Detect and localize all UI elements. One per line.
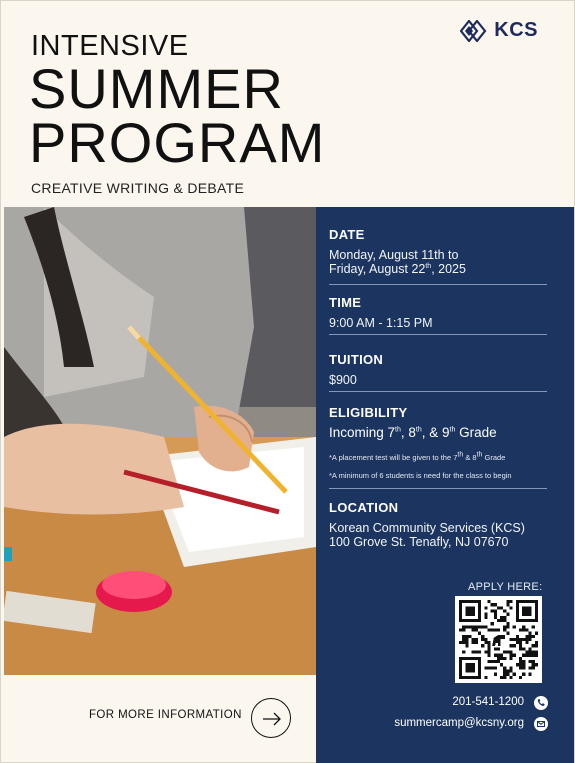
divider bbox=[329, 488, 547, 489]
kcs-logo bbox=[460, 19, 538, 42]
logo-text: KCS bbox=[494, 19, 538, 41]
eligibility-value: Incoming 7th, 8th, & 9th Grade bbox=[329, 425, 497, 440]
location-label: LOCATION bbox=[329, 500, 399, 515]
eligibility-note-placement: *A placement test will be given to the 7th & 8th Grade bbox=[329, 451, 506, 462]
location-line1: Korean Community Services (KCS) bbox=[329, 521, 525, 535]
eligibility-note-minimum: *A minimum of 6 students is need for the class to begin bbox=[329, 471, 512, 480]
tuition-value: $900 bbox=[329, 373, 357, 387]
email-address[interactable]: summercamp@kcsny.org bbox=[394, 717, 524, 729]
qr-code-icon[interactable] bbox=[455, 596, 542, 683]
eligibility-label: ELIGIBILITY bbox=[329, 405, 408, 420]
student-writing-photo bbox=[4, 207, 316, 675]
divider bbox=[329, 391, 547, 392]
email-icon bbox=[534, 717, 548, 731]
title-summer: SUMMER bbox=[29, 57, 284, 120]
info-panel bbox=[316, 207, 574, 763]
time-label: TIME bbox=[329, 295, 362, 310]
title-program: PROGRAM bbox=[29, 111, 326, 174]
location-line2: 100 Grove St. Tenafly, NJ 07670 bbox=[329, 535, 509, 549]
time-value: 9:00 AM - 1:15 PM bbox=[329, 316, 433, 330]
kcs-diamond-icon bbox=[460, 20, 490, 42]
more-information-label: FOR MORE INFORMATION bbox=[89, 709, 242, 721]
arrow-right-icon[interactable] bbox=[251, 698, 291, 738]
divider bbox=[329, 284, 547, 285]
divider bbox=[329, 334, 547, 335]
apply-here-label: APPLY HERE: bbox=[468, 581, 543, 593]
date-label: DATE bbox=[329, 227, 365, 242]
title-intensive: INTENSIVE bbox=[31, 30, 189, 62]
subtitle: CREATIVE WRITING & DEBATE bbox=[31, 180, 245, 196]
phone-number[interactable]: 201-541-1200 bbox=[452, 696, 524, 708]
phone-icon bbox=[534, 696, 548, 710]
tuition-label: TUITION bbox=[329, 352, 384, 367]
date-line1: Monday, August 11th to bbox=[329, 248, 459, 262]
date-line2: Friday, August 22th, 2025 bbox=[329, 262, 466, 276]
